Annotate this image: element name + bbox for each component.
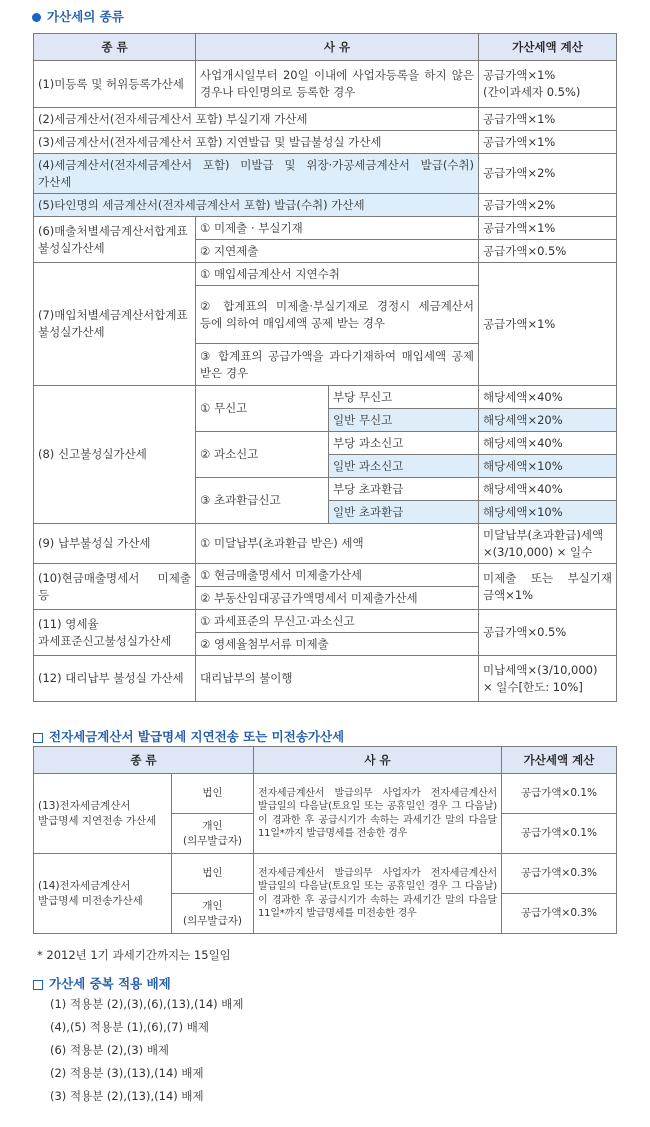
row8-g2b: 일반 과소신고 <box>329 455 479 478</box>
row11-reason-b: ② 영세율첨부서류 미제출 <box>196 633 479 656</box>
row3-type: (3)세금계산서(전자세금계산서 포함) 지연발급 및 발급불성실 가산세 <box>34 131 479 154</box>
row13-calc-individual: 공급가액×0.1% <box>502 814 617 854</box>
exclusion-item: (3) 적용분 (2),(13),(14) 배제 <box>50 1089 204 1103</box>
table-row <box>34 386 617 409</box>
row8-g2b-calc: 해당세액×10% <box>479 455 617 478</box>
row14-calc-individual: 공급가액×0.3% <box>502 894 617 934</box>
row4-calc: 공급가액×2% <box>479 154 617 194</box>
row8-g3b-calc: 해당세액×10% <box>479 501 617 524</box>
row7-reason-c: ③ 합계표의 공급가액을 과다기재하여 매입세액 공제 받은 경우 <box>196 344 479 386</box>
table-header-row <box>34 34 617 61</box>
row2-calc: 공급가액×1% <box>479 108 617 131</box>
row9-reason: ① 미달납부(초과환급 받은) 세액 <box>196 524 479 564</box>
row8-g2a-calc: 해당세액×40% <box>479 432 617 455</box>
row1-calc <box>479 61 617 108</box>
section-title-transmission-penalty: 전자세금계산서 발급명세 지연전송 또는 미전송가산세 <box>33 727 344 745</box>
row9-type: (9) 납부불성실 가산세 <box>34 524 196 564</box>
row8-type: (8) 신고불성실가산세 <box>34 386 196 524</box>
table-row <box>34 131 617 154</box>
row7-reason-b: ② 합계표의 미제출·부실기재로 경정시 세금계산서 등에 의하여 매입세액 공제 받는 경우 <box>196 286 479 344</box>
row13-sub-individual-line1: 개인 <box>202 820 223 833</box>
row11-type: (11) 영세율 과세표준신고불성실가산세 <box>34 610 196 656</box>
row14-sub-individual-line2: (의무발급자) <box>183 914 242 927</box>
table-row <box>34 263 617 286</box>
table-row <box>34 217 617 240</box>
circle-bullet-icon <box>32 13 41 22</box>
exclusion-item: (6) 적용분 (2),(3) 배제 <box>50 1043 170 1057</box>
row8-g3b: 일반 초과환급 <box>329 501 479 524</box>
row7-type: (7)매입처별세금계산서합계표 불성실가산세 <box>34 263 196 386</box>
exclusion-item: (1) 적용분 (2),(3),(6),(13),(14) 배제 <box>50 997 244 1011</box>
row14-sub-corp: 법인 <box>172 854 254 894</box>
penalty-types-table <box>33 33 617 702</box>
row12-type: (12) 대리납부 불성실 가산세 <box>34 656 196 702</box>
row1-type: (1)미등록 및 허위등록가산세 <box>34 61 196 108</box>
row8-g3a-calc: 해당세액×40% <box>479 478 617 501</box>
row10-type: (10)현금매출명세서 미제출 등 <box>34 564 196 610</box>
row11-calc: 공급가액×0.5% <box>479 610 617 656</box>
row8-g1b: 일반 무신고 <box>329 409 479 432</box>
row5-type: (5)타인명의 세금계산서(전자세금계산서 포함) 발급(수취) 가산세 <box>34 194 479 217</box>
row1-reason: 사업개시일부터 20일 이내에 사업자등록을 하지 않은 경우나 타인명의로 등록한 경우 <box>196 61 479 108</box>
row8-group1: ① 무신고 <box>196 386 329 432</box>
row13-sub-individual-line2: (의무발급자) <box>183 834 242 847</box>
square-bullet-icon <box>33 733 43 743</box>
table-row <box>34 108 617 131</box>
row12-calc <box>479 656 617 702</box>
t2-header-calc: 가산세액 계산 <box>502 747 617 774</box>
row13-sub-individual <box>172 814 254 854</box>
row7-calc: 공급가액×1% <box>479 263 617 386</box>
row13-reason: 전자세금계산서 발급의무 사업자가 전자세금계산서 발급일의 다음날(토요일 또는 공휴일인 경우 그 다음날)이 경과한 후 공급시기가 속하는 과세기간 말의 다음달 11일*까지 발급명세를 전송한 경우 <box>254 774 502 854</box>
row8-g1b-calc: 해당세액×20% <box>479 409 617 432</box>
table-row <box>34 774 617 814</box>
row6-calc-b: 공급가액×0.5% <box>479 240 617 263</box>
header-reason: 사 유 <box>196 34 479 61</box>
row10-reason-a: ① 현금매출명세서 미제출가산세 <box>196 564 479 587</box>
section-title-exclusion: 가산세 중복 적용 배제 <box>33 974 171 992</box>
row8-g1a-calc: 해당세액×40% <box>479 386 617 409</box>
row8-g2a: 부당 과소신고 <box>329 432 479 455</box>
row14-type: (14)전자세금계산서 발급명세 미전송가산세 <box>34 854 172 934</box>
row13-calc-corp: 공급가액×0.1% <box>502 774 617 814</box>
row12-reason: 대리납부의 불이행 <box>196 656 479 702</box>
row6-reason-a: ① 미제출 · 부실기재 <box>196 217 479 240</box>
row3-calc: 공급가액×1% <box>479 131 617 154</box>
row2-type: (2)세금계산서(전자세금계산서 포함) 부실기재 가산세 <box>34 108 479 131</box>
exclusion-item: (4),(5) 적용분 (1),(6),(7) 배제 <box>50 1020 209 1034</box>
square-bullet-icon <box>33 980 43 990</box>
row10-reason-b: ② 부동산임대공급가액명세서 미제출가산세 <box>196 587 479 610</box>
row13-type: (13)전자세금계산서 발급명세 지연전송 가산세 <box>34 774 172 854</box>
row11-reason-a: ① 과세표준의 무신고·과소신고 <box>196 610 479 633</box>
row12-calc-line2: × 일수[한도: 10%] <box>483 679 583 694</box>
footnote: * 2012년 1기 과세기간까지는 15일임 <box>37 948 231 962</box>
row8-g1a: 부당 무신고 <box>329 386 479 409</box>
row1-calc-line1: 공급가액×1% <box>483 68 556 83</box>
row4-type: (4)세금계산서(전자세금계산서 포함) 미발급 및 위장·가공세금계산서 발급(수취) 가산세 <box>34 154 479 194</box>
table-row <box>34 61 617 108</box>
row1-calc-line2: (간이과세자 0.5%) <box>483 85 581 99</box>
header-type: 종 류 <box>34 34 196 61</box>
row9-calc: 미달납부(초과환급)세액×(3/10,000) × 일수 <box>479 524 617 564</box>
row13-sub-corp: 법인 <box>172 774 254 814</box>
row5-calc: 공급가액×2% <box>479 194 617 217</box>
table-row <box>34 524 617 564</box>
exclusion-item: (2) 적용분 (3),(13),(14) 배제 <box>50 1066 204 1080</box>
row8-group2: ② 과소신고 <box>196 432 329 478</box>
header-calc: 가산세액 계산 <box>479 34 617 61</box>
row6-calc-a: 공급가액×1% <box>479 217 617 240</box>
row14-sub-individual-line1: 개인 <box>202 900 223 913</box>
table-row <box>34 564 617 587</box>
t2-header-reason: 사 유 <box>254 747 502 774</box>
table-row <box>34 194 617 217</box>
row6-type: (6)매출처별세금계산서합계표 불성실가산세 <box>34 217 196 263</box>
table-row <box>34 610 617 633</box>
table-header-row <box>34 747 617 774</box>
table-row <box>34 656 617 702</box>
row6-reason-b: ② 지연제출 <box>196 240 479 263</box>
row7-reason-a: ① 매입세금계산서 지연수취 <box>196 263 479 286</box>
row8-group3: ③ 초과환급신고 <box>196 478 329 524</box>
row14-calc-corp: 공급가액×0.3% <box>502 854 617 894</box>
section-title-penalty-types: 가산세의 종류 <box>32 7 124 25</box>
row8-g3a: 부당 초과환급 <box>329 478 479 501</box>
table-row <box>34 154 617 194</box>
t2-header-type: 종 류 <box>34 747 254 774</box>
table-row <box>34 854 617 894</box>
transmission-penalty-table <box>33 746 617 934</box>
row14-reason: 전자세금계산서 발급의무 사업자가 전자세금계산서 발급일의 다음날(토요일 또는 공휴일인 경우 그 다음날)이 경과한 후 공급시기가 속하는 과세기간 말의 다음달 11일*까지 발급명세를 미전송한 경우 <box>254 854 502 934</box>
row12-calc-line1: 미납세액×(3/10,000) <box>483 662 598 677</box>
row14-sub-individual <box>172 894 254 934</box>
row10-calc: 미제출 또는 부실기재 금액×1% <box>479 564 617 610</box>
